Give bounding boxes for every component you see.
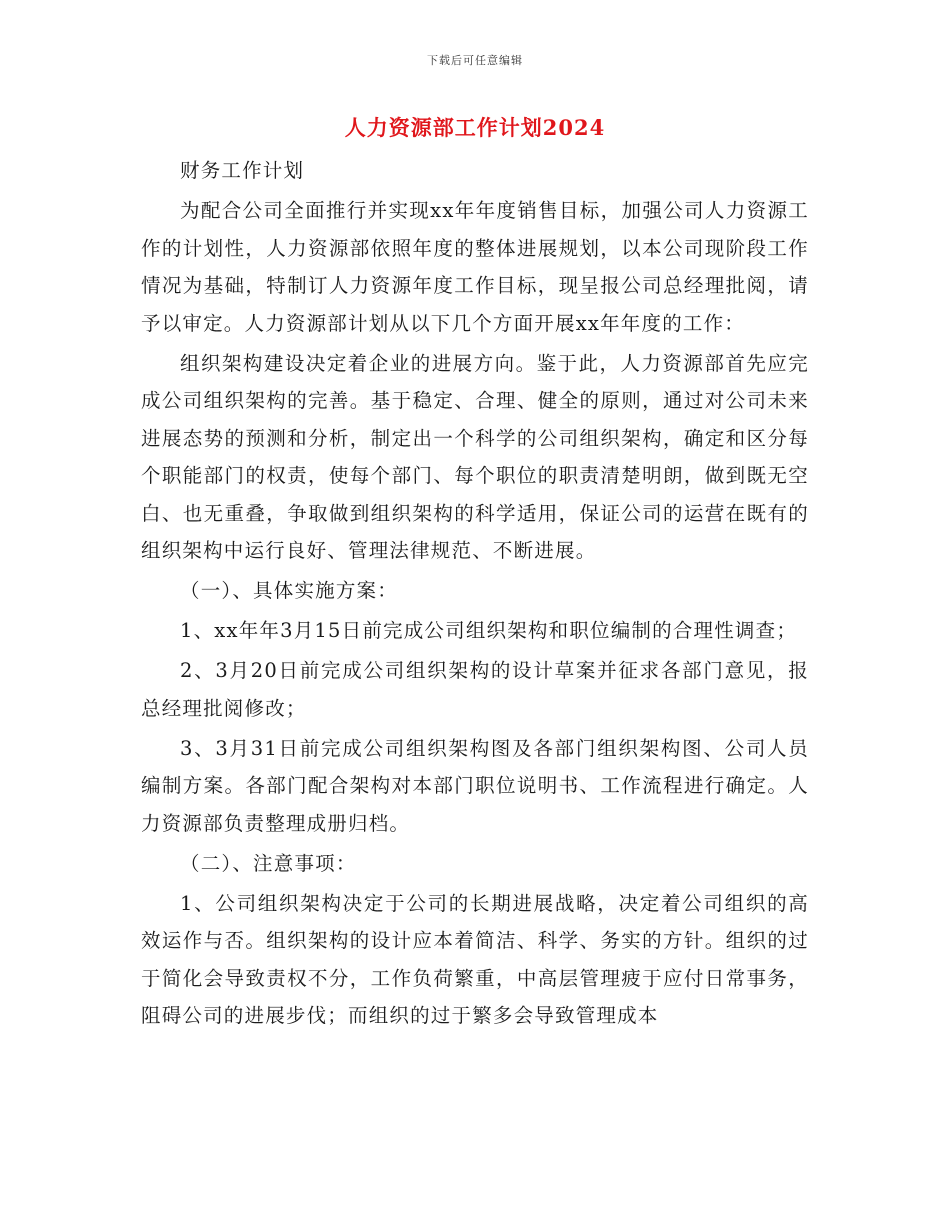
subsection-heading: （一）、具体实施方案： bbox=[180, 579, 398, 602]
list-item: 1、xx年年3月15日前完成公司组织架构和职位编制的合理性调查； bbox=[180, 619, 798, 642]
paragraph: 组织架构建设决定着企业的进展方向。鉴于此，人力资源部首先应完成公司组织架构的完善。基于稳定、合理、健全的原则，通过对公司未来进展态势的预测和分析，制定出一个科学的公司组织架构，确定和区分每个职能部门的权责，使每个部门、每个职位的职责清楚明朗，做到既无空白、也无重叠，争取做到组织架构的科学适用，保证公司的运营在既有的组织架构中运行良好、管理法律规范、不断进展。 bbox=[141, 351, 809, 562]
section-heading: 财务工作计划 bbox=[180, 159, 305, 182]
paragraph: 为配合公司全面推行并实现xx年年度销售目标，加强公司人力资源工作的计划性，人力资源部依照年度的整体进展规划，以本公司现阶段工作情况为基础，特制订人力资源年度工作目标，现呈报公司总经理批阅，请予以审定。人力资源部计划从以下几个方面开展xx年年度的工作： bbox=[141, 199, 809, 335]
subsection-heading: （二）、注意事项： bbox=[180, 851, 357, 875]
list-item: 2、3月20日前完成公司组织架构的设计草案并征求各部门意见，报总经理批阅修改； bbox=[141, 659, 809, 720]
list-item: 3、3月31日前完成公司组织架构图及各部门组织架构图、公司人员编制方案。各部门配合架构对本部门职位说明书、工作流程进行确定。人力资源部负责整理成册归档。 bbox=[141, 736, 809, 835]
list-item: 1、公司组织架构决定于公司的长期进展战略，决定着公司组织的高效运作与否。组织架构的设计应本着简洁、科学、务实的方针。组织的过于简化会导致责权不分，工作负荷繁重，中高层管理疲于应付日常事务，阻碍公司的进展步伐；而组织的过于繁多会导致管理成本 bbox=[141, 891, 809, 1027]
page-title: 人力资源部工作计划2024 bbox=[344, 115, 606, 140]
header-note: 下载后可任意编辑 bbox=[427, 54, 523, 67]
document-body bbox=[141, 152, 809, 1037]
